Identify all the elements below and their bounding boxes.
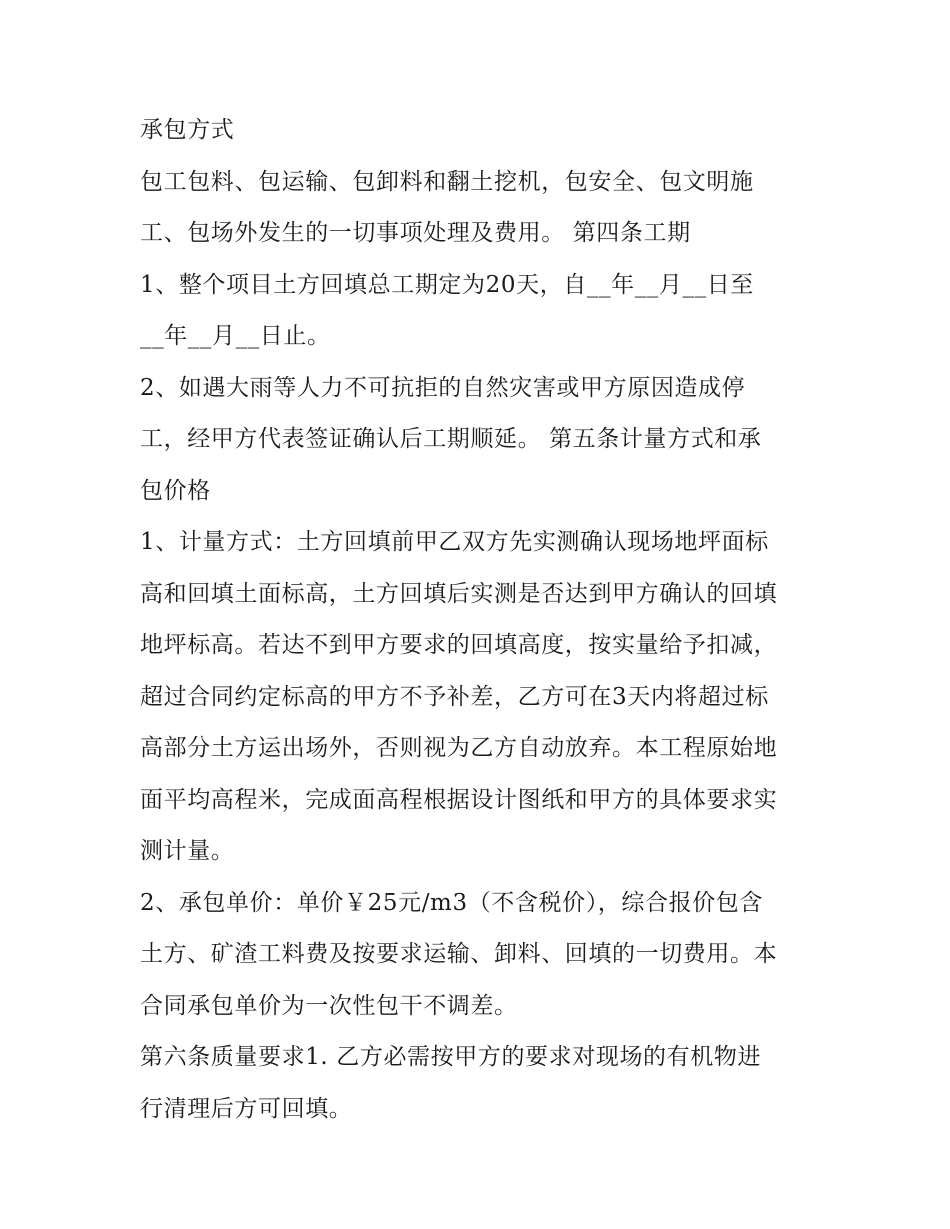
text-line: 1、整个项目土方回填总工期定为20天，自__年__月__日至 (140, 271, 754, 298)
text-line: 包工包料、包运输、包卸料和翻土挖机，包安全、包文明施 (140, 168, 754, 195)
text-line: 2、承包单价：单价￥25元/m3（不含税价），综合报价包含 (140, 889, 763, 916)
text-line: __年__月__日止。 (140, 323, 331, 349)
text-line: 1、计量方式：土方回填前甲乙双方先实测确认现场地坪面标 (140, 529, 769, 555)
text-line: 超过合同约定标高的甲方不予补差，乙方可在3天内将超过标 (140, 683, 769, 710)
text-line: 测计量。 (140, 838, 235, 864)
text-line: 2、如遇大雨等人力不可抗拒的自然灾害或甲方原因造成停 (140, 374, 746, 401)
text-line: 地坪标高。若达不到甲方要求的回填高度，按实量给予扣减， (140, 632, 778, 658)
text-line: 工、包场外发生的一切事项处理及费用。 第四条工期 (140, 220, 691, 246)
text-line: 高和回填土面标高，土方回填后实测是否达到甲方确认的回填 (140, 580, 778, 607)
text-line: 包价格 (140, 477, 211, 504)
text-line: 土方、矿渣工料费及按要求运输、卸料、回填的一切费用。本 (140, 941, 778, 967)
document-body (140, 105, 820, 1135)
text-line-heading: 承包方式 (140, 117, 235, 143)
text-line: 第六条质量要求1. 乙方必需按甲方的要求对现场的有机物进 (140, 1044, 762, 1070)
text-line: 合同承包单价为一次性包干不调差。 (140, 992, 518, 1019)
text-line: 工，经甲方代表签证确认后工期顺延。 第五条计量方式和承 (140, 426, 762, 452)
text-line: 高部分土方运出场外，否则视为乙方自动放弃。本工程原始地 (140, 735, 778, 761)
text-line: 面平均高程米，完成面高程根据设计图纸和甲方的具体要求实 (140, 786, 778, 813)
text-line: 行清理后方可回填。 (140, 1095, 353, 1122)
